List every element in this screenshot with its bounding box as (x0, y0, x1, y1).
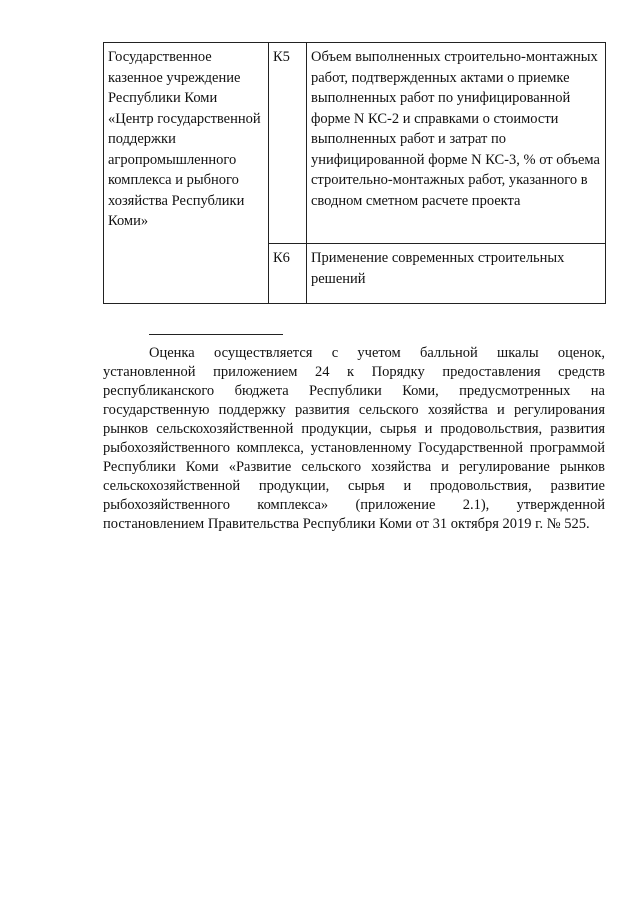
footnote-divider (149, 334, 283, 335)
organization-cell: Государственное казенное учреждение Республики Коми «Центр государственной поддержки агропромышленного комплекса и рыбного хозяйства Республики Коми» (104, 43, 269, 304)
criterion-code-cell: К5 (269, 43, 307, 244)
criterion-description-cell: Применение современных строительных решений (307, 244, 606, 304)
table-row (104, 43, 606, 244)
criteria-table (103, 42, 606, 304)
criterion-code-cell: К6 (269, 244, 307, 304)
footnote-text: Оценка осуществляется с учетом балльной шкалы оценок, установленной приложением 24 к Порядку предоставления средств республиканского бюджета Республики Коми, предусмотренных на государственную поддержку развития сельского хозяйства и регулирования рынков сельскохозяйственной продукции, сырья и продовольствия, развития рыбохозяйственного комплекса, установленному Государственной программой Республики Коми «Развитие сельского хозяйства и регулирование рынков сельскохозяйственной продукции, сырья и продовольствия, развитие рыбохозяйственного комплекса» (приложение 2.1), утвержденной постановлением Правительства Республики Коми от 31 октября 2019 г. № 525. (103, 345, 605, 532)
criterion-description-cell: Объем выполненных строительно-монтажных работ, подтвержденных актами о приемке выполненных работ по унифицированной форме N КС-2 и справками о стоимости выполненных работ и затрат по унифицированной форме N КС-3, % от объема строительно-монтажных работ, указанного в сводном сметном расчете проекта (307, 43, 606, 244)
